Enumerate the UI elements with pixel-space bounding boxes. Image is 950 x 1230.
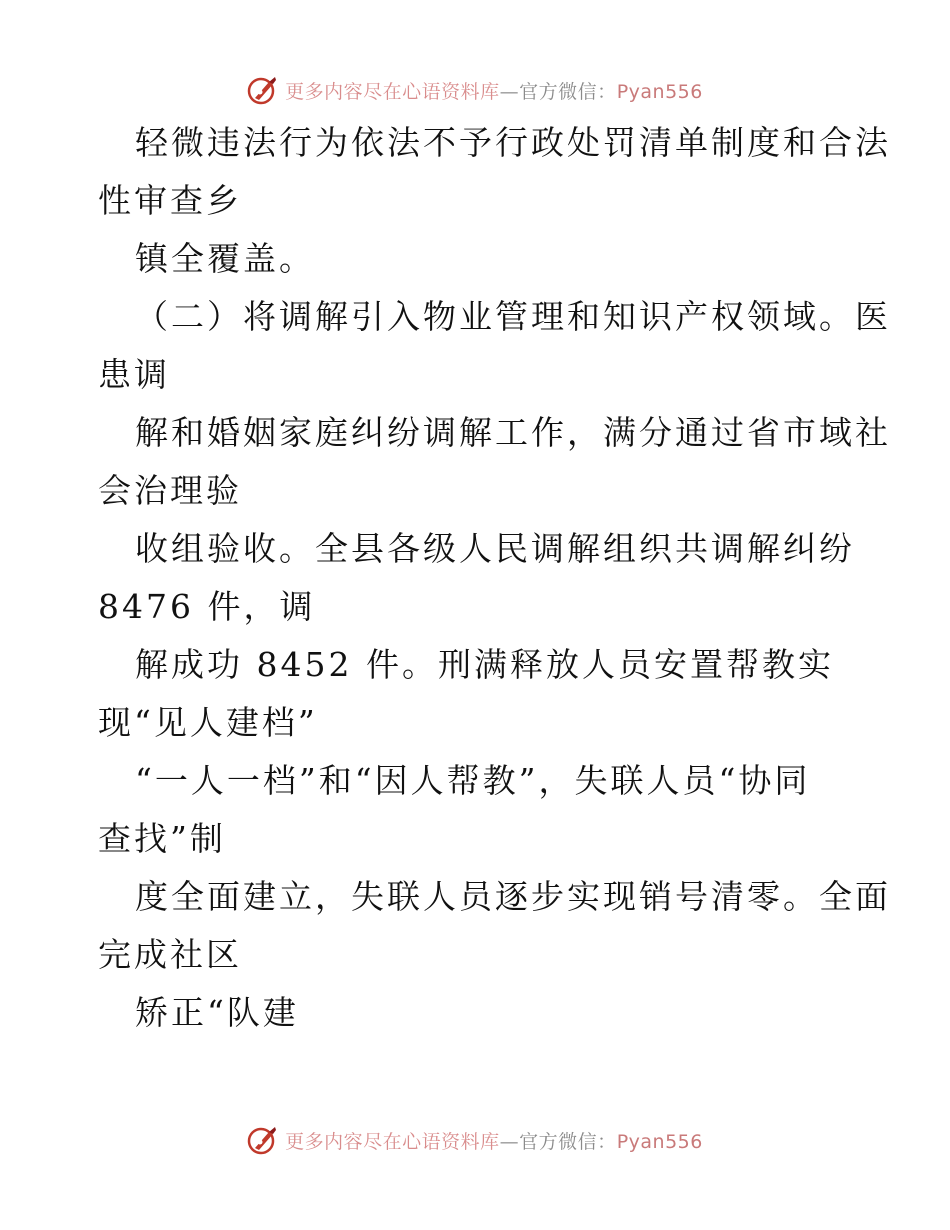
paragraph-line: 轻微违法行为依法不予行政处罚清单制度和合法 (135, 123, 891, 162)
header-banner-text (285, 77, 703, 104)
paragraph-line: 镇全覆盖。 (135, 239, 315, 278)
pen-circle-logo-icon (247, 74, 279, 106)
banner-sub-text: 官方微信： (519, 80, 617, 103)
paragraph-line: 8476 件，调 (98, 587, 316, 626)
paragraph-line: 会治理验 (98, 471, 242, 510)
banner-main-text: 更多内容尽在心语资料库 (285, 1130, 500, 1153)
paragraph-line: （二）将调解引入物业管理和知识产权领域。医 (135, 297, 891, 336)
banner-id-text: Pyan556 (616, 1130, 703, 1153)
paragraph-line: 解和婚姻家庭纠纷调解工作，满分通过省市域社 (135, 413, 891, 452)
pen-circle-logo-icon (247, 1124, 279, 1156)
paragraph-line: 完成社区 (98, 935, 242, 974)
banner-separator: — (499, 80, 520, 103)
header-banner (0, 70, 950, 110)
paragraph-line: 查找”制 (98, 819, 226, 858)
paragraph-line: 解成功 8452 件。刑满释放人员安置帮教实 (135, 645, 834, 684)
footer-banner (0, 1120, 950, 1160)
paragraph-line: “一人一档”和“因人帮教”，失联人员“协同 (135, 761, 811, 800)
paragraph-line: 现“见人建档” (98, 703, 318, 742)
document-body (98, 114, 891, 1042)
footer-banner-text (285, 1127, 703, 1154)
banner-separator: — (499, 1130, 520, 1153)
paragraph-line: 性审查乡 (98, 181, 242, 220)
paragraph-line: 患调 (98, 355, 170, 394)
paragraph-line: 矫正“队建 (135, 993, 299, 1032)
banner-sub-text: 官方微信： (519, 1130, 617, 1153)
paragraph-line: 度全面建立，失联人员逐步实现销号清零。全面 (135, 877, 891, 916)
banner-main-text: 更多内容尽在心语资料库 (285, 80, 500, 103)
banner-id-text: Pyan556 (616, 80, 703, 103)
paragraph-line: 收组验收。全县各级人民调解组织共调解纠纷 (135, 529, 855, 568)
